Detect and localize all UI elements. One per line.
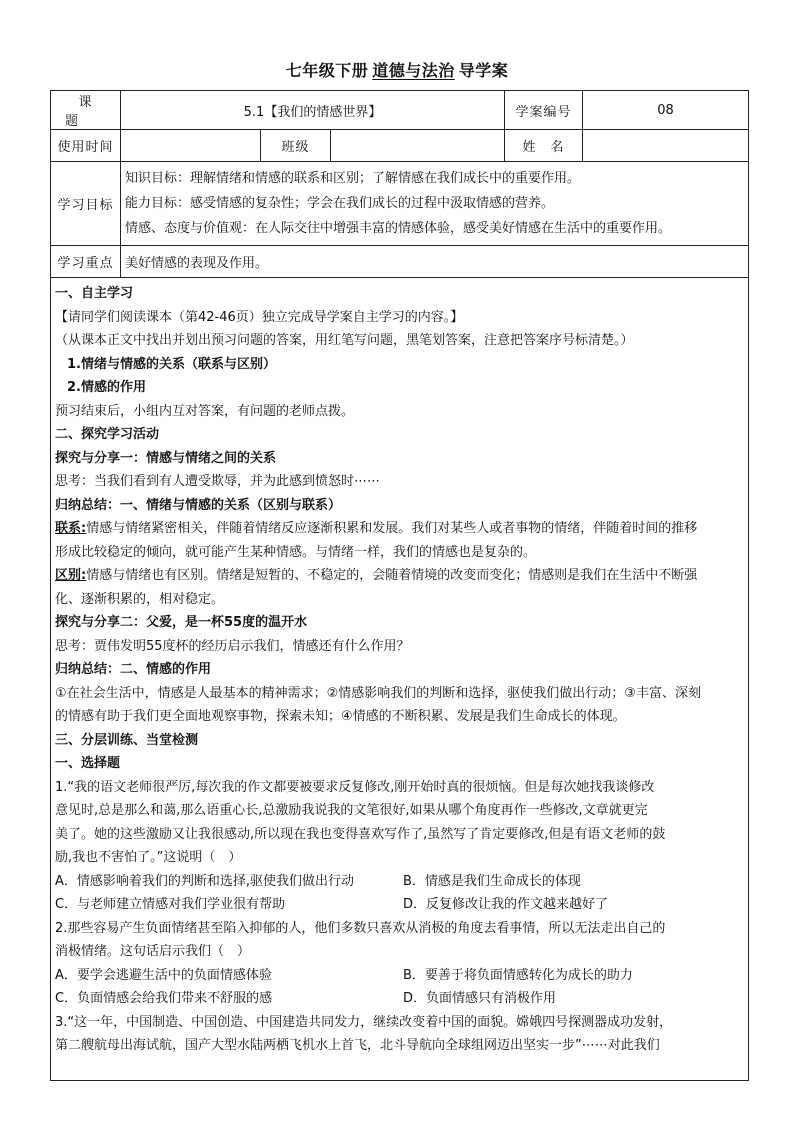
diff-text-1: 情感与情绪也有区别。情绪是短暂的、不稳定的，会随着情境的改变而变化；情感则是我们在生活中不断强: [86, 568, 698, 583]
goal-values: 情感、态度与价值观：在人际交往中增强丰富的情感体验，感受美好情感在生活中的重要作用。: [125, 221, 672, 236]
question-1-option-a[interactable]: A．情感影响着我们的判断和选择,驱使我们做出行动: [55, 873, 355, 889]
section-practice-title: 三、分层训练、当堂检测: [55, 732, 199, 748]
summary-1-diff-line-1: [55, 564, 744, 588]
marking-instruction: （从课本正文中找出并划出预习问题的答案，用红笔写问题，黑笔划答案，注意把答案序号标清楚。）: [55, 333, 634, 348]
question-3-line-2: 第二艘航母出海试航，国产大型水陆两栖飞机水上首飞，北斗导航向全球组网迈出坚实一步”⋯⋯对此我们: [55, 1038, 660, 1053]
goals-row: [51, 162, 749, 246]
class-field[interactable]: [331, 130, 505, 162]
question-2-line-2: 消极情绪。这句话启示我们（ ）: [55, 944, 251, 959]
multiple-choice-title: 一、选择题: [55, 756, 121, 771]
summary-1-diff-line-2: 化、逐渐积累的，相对稳定。: [55, 591, 225, 607]
question-2-options-cd: [55, 987, 744, 1011]
question-1-options-cd: [55, 893, 744, 917]
diff-label: 区别:: [55, 568, 87, 583]
content-cell: [51, 278, 749, 1081]
summary-1-link-line-2: 形成比较稳定的倾向，就可能产生某种情感。与情绪一样，我们的情感也是复杂的。: [55, 544, 537, 560]
section-self-study-title: 一、自主学习: [55, 286, 134, 301]
explore-share-2-think: 思考：贾伟发明55度杯的经历启示我们，情感还有什么作用？: [55, 638, 410, 654]
link-label: 联系:: [55, 521, 87, 536]
question-1-line-3: 美了。她的这些激励又让我很感动,所以现在我也变得喜欢写作了,虽然写了肯定要修改,但是有语文老师的鼓: [55, 826, 666, 842]
preview-question-1: 1.情绪与情感的关系（联系与区别）: [67, 356, 276, 372]
question-1-option-d[interactable]: D．反复修改让我的作文越来越好了: [403, 897, 609, 912]
title-subject: 道德与法治: [372, 61, 455, 80]
code-value: 08: [583, 91, 749, 130]
question-1-options-ab: [55, 870, 744, 894]
question-3-line-1: 3.“这一年，中国制造、中国创造、中国建造共同发力，继续改变着中国的面貌。嫦娥四号探测器成功发射，: [55, 1014, 673, 1030]
question-2-option-b[interactable]: B．要善于将负面情感转化为成长的助力: [403, 967, 633, 983]
topic-row: [51, 91, 749, 130]
time-label: 使用时间: [51, 130, 121, 162]
meta-row: [51, 130, 749, 162]
title-prefix: 七年级下册: [285, 61, 369, 80]
link-text-1: 情感与情绪紧密相关，伴随着情绪反应逐渐积累和发展。我们对某些人或者事物的情绪，伴随着时间的推移: [86, 521, 698, 536]
explore-share-2-title: 探究与分享二：父爱，是一杯55度的温开水: [55, 615, 308, 630]
question-2-option-a[interactable]: A．要学会逃避生活中的负面情感体验: [55, 967, 272, 983]
summary-2-line-2: 的情感有助于我们更全面地观察事物，探索未知；④情感的不断积累、发展是我们生命成长的体现。: [55, 709, 626, 724]
preview-after-note: 预习结束后，小组内互对答案，有问题的老师点拨。: [55, 403, 355, 419]
class-label: 班级: [261, 130, 331, 162]
question-1-option-c[interactable]: C．与老师建立情感对我们学业很有帮助: [55, 897, 286, 912]
preview-question-2: 2.情感的作用: [67, 380, 146, 395]
summary-2-line-1: ①在社会生活中，情感是人最基本的精神需求；②情感影响我们的判断和选择，驱使我们做出行动；③丰富、深刻: [55, 685, 701, 701]
document-title: [0, 58, 794, 81]
question-1-line-2: 意见时,总是那么和蔼,那么语重心长,总激励我说我的文笔很好,如果从哪个角度再作一些修改,文章就更完: [55, 803, 648, 818]
explore-share-1-title: 探究与分享一：情感与情绪之间的关系: [55, 450, 277, 466]
summary-2-title: 归纳总结：二、情感的作用: [55, 662, 212, 677]
title-suffix: 导学案: [458, 61, 509, 80]
question-2-option-d[interactable]: D．负面情感只有消极作用: [403, 991, 557, 1006]
name-field[interactable]: [583, 130, 749, 162]
content-row: [51, 278, 749, 1081]
focus-label: 学习重点: [51, 246, 121, 278]
question-1-option-b[interactable]: B．情感是我们生命成长的体现: [403, 873, 581, 889]
goals-list: [121, 162, 749, 246]
question-2-option-c[interactable]: C．负面情感会给我们带来不舒服的感: [55, 991, 273, 1006]
question-2-line-1: 2.那些容易产生负面情绪甚至陷入抑郁的人，他们多数只喜欢从消极的角度去看事情，所以无法走出自己的: [55, 920, 666, 936]
topic-value: 5.1【我们的情感世界】: [121, 91, 505, 130]
summary-1-title: 归纳总结：一、情绪与情感的关系（区别与联系）: [55, 497, 342, 513]
name-label: 姓 名: [505, 130, 583, 162]
study-plan-table: [50, 90, 749, 1081]
focus-row: [51, 246, 749, 278]
focus-text: 美好情感的表现及作用。: [121, 246, 749, 278]
question-1-line-1: 1.“我的语文老师很严厉,每次我的作文都要被要求反复修改,刚开始时真的很烦恼。但是每次她找我谈修改: [55, 779, 655, 795]
goal-knowledge: 知识目标：理解情绪和情感的联系和区别；了解情感在我们成长中的重要作用。: [125, 171, 581, 186]
topic-label: 课 题: [51, 91, 121, 130]
question-2-options-ab: [55, 964, 744, 988]
code-label: 学案编号: [505, 91, 583, 130]
goal-ability: 能力目标：感受情感的复杂性；学会在我们成长的过程中汲取情感的营养。: [125, 196, 555, 211]
reading-instruction: 【请同学们阅读课本（第42-46页）独立完成导学案自主学习的内容。】: [55, 309, 464, 325]
summary-1-link-line-1: [55, 517, 744, 541]
explore-share-1-think: 思考：当我们看到有人遭受欺辱，并为此感到愤怒时⋯⋯: [55, 474, 381, 489]
goals-label: 学习目标: [51, 162, 121, 246]
section-inquiry-title: 二、探究学习活动: [55, 427, 160, 442]
time-field[interactable]: [121, 130, 261, 162]
question-1-line-4: 励,我也不害怕了。”这说明（ ）: [55, 850, 242, 865]
